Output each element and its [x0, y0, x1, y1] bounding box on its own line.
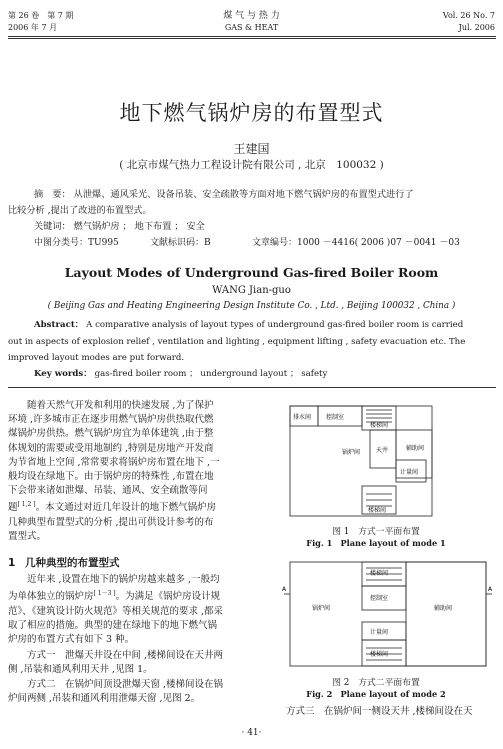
- keywords-en-values: gas-fired boiler room ； underground layout ； safety: [94, 369, 328, 379]
- mode1-line-2: 侧 ,吊装和通风利用天井 ,见图 1。: [8, 664, 153, 676]
- fig2-label-control: 控制室: [370, 595, 389, 602]
- figure-2-plan: [282, 558, 494, 670]
- fig2-label-stair-top: 楼梯间: [370, 570, 389, 577]
- fig2-label-meter: 计量间: [370, 629, 389, 636]
- mode2-line-2: 炉间两侧 ,吊装和通风利用泄爆天窗 ,见图 2。: [8, 692, 201, 704]
- figure-2-caption-cn: 图 2 方式二平面布置: [332, 678, 420, 688]
- fig2-room-aux: [406, 562, 486, 666]
- affiliation-cn: ( 北京市煤气热力工程设计院有限公司 , 北京 100032 ): [119, 159, 384, 171]
- keywords-cn: 关键词： 燃气锅炉房 ； 地下布置 ； 安全: [34, 221, 205, 232]
- figure-2-caption-en: Fig. 2 Plane layout of mode 2: [306, 689, 446, 699]
- abstract-cn-line1: 从泄爆、通风采光、设备吊装、安全疏散等方面对地下燃气锅炉房的布置型式进行了: [73, 189, 414, 200]
- intro-line-8: 题[ 1,2 ]。本文通过对近几年设计的地下燃气锅炉房: [8, 501, 217, 514]
- intro-line-4: 体规划的需要或受用地制约 ,特别是房地产开发商: [8, 442, 214, 454]
- fig1-label-stair-bottom: 楼梯间: [368, 507, 387, 514]
- figure-1-plan: [280, 402, 450, 520]
- intro-paragraph: [8, 399, 244, 544]
- intro-line-2: 环境 ,许多城市正在逐步用燃气锅炉房供热取代燃: [8, 414, 214, 426]
- intro-line-9: 几种典型布置型式的分析 ,提出可供设计参考的布: [8, 516, 214, 528]
- section-divider: [8, 387, 496, 388]
- s1-line-5: 炉房的布置方式有如下 3 种。: [8, 633, 135, 645]
- fig1-label-meter: 计量间: [400, 469, 419, 476]
- header-volume-en: Vol. 26 No. 7: [442, 11, 495, 20]
- fig2-mark-left: A: [282, 586, 287, 593]
- s1-line-4: 取了相应的措施。典型的建在绿地下的地下燃气锅: [8, 619, 218, 631]
- intro-line-10: 置型式。: [8, 530, 47, 542]
- fig2-label-stair-bottom: 楼梯间: [370, 651, 389, 658]
- affiliation-en: ( Beijing Gas and Heating Engineering Design Institute Co. , Ltd. , Beijing 100032 , China ): [47, 301, 456, 311]
- author-cn: 王建国: [233, 142, 270, 156]
- header-volume-cn: 第 26 卷 第 7 期: [8, 11, 74, 20]
- section-1-paragraph: [8, 573, 244, 706]
- mode3-line-1: 方式三 在锅炉间一侧设天井 ,楼梯间设在天: [286, 706, 473, 717]
- mode2-line-1: 方式二 在锅炉间顶设泄爆天窗 ,楼梯间设在锅: [27, 678, 224, 690]
- abstract-en-line2: out in aspects of explosion relief , ventilation and lighting , equipment lifting , safety evacuation etc. The: [8, 337, 466, 347]
- header-rule-thin: [8, 38, 496, 39]
- header-rule: [8, 36, 496, 37]
- intro-line-5: 为节省地上空间 ,常常要求将锅炉房布置在地下 ,一: [8, 456, 220, 468]
- abstract-cn-line2: 比较分析 ,提出了改进的布置型式。: [8, 205, 152, 216]
- keywords-en: [34, 368, 327, 381]
- fig1-label-shaft: 天井: [376, 447, 389, 454]
- header-date-cn: 2006 年 7 月: [8, 23, 58, 32]
- figure-1-caption-cn: 图 1 方式一平面布置: [332, 527, 420, 537]
- header-journal-en: GAS & HEAT: [224, 23, 279, 32]
- citation-1-3: [ 1－3 ]: [93, 590, 116, 598]
- intro-line-3: 煤锅炉房供热。燃气锅炉房宜为单体建筑 ,由于整: [8, 428, 214, 440]
- abstract-en-line1: A comparative analysis of layout types of underground gas-fired boiler room is carried: [86, 320, 464, 330]
- document-code: 文献标识码：B: [150, 238, 211, 248]
- abstract-cn-label: 摘 要：: [34, 189, 71, 200]
- title-en: Layout Modes of Underground Gas-fired Boiler Room: [64, 265, 439, 280]
- header-date-en: Jul. 2006: [458, 23, 495, 32]
- abstract-cn: [34, 188, 474, 202]
- intro-line-7: 下会带来诸如泄爆、吊装、通风、安全疏散等问: [8, 485, 208, 497]
- abstract-en-line3: improved layout modes are put forward.: [8, 353, 185, 363]
- keywords-en-label: Key words：: [34, 369, 92, 379]
- article-number: 文章编号：1000 －4416( 2006 )07 －0041 －03: [252, 238, 460, 248]
- author-en: WANG Jian-guo: [212, 285, 291, 296]
- fig1-outline: [290, 406, 432, 516]
- section-number: 1: [8, 557, 16, 569]
- fig1-label-drain: 排水间: [293, 414, 312, 421]
- s1-line-3: 范》、《建筑设计防火规范》等相关规范的要求 ,都采: [8, 605, 224, 617]
- header-journal-cn: 煤 气 与 热 力: [223, 11, 280, 21]
- citation-1-2: [ 1,2 ]: [17, 501, 36, 509]
- section-1-heading: [8, 555, 119, 570]
- fig1-label-stair-top: 楼梯间: [370, 422, 389, 429]
- section-title: 几种典型的布置型式: [24, 557, 120, 569]
- s1-line-2: 为单体独立的锅炉房[ 1－3 ]。为满足《锅炉房设计规: [8, 590, 221, 603]
- page-number: · 41·: [241, 728, 262, 738]
- abstract-en-first: [34, 319, 494, 332]
- mode1-line-1: 方式一 泄爆天井设在中间 ,楼梯间设在天井两: [27, 650, 224, 662]
- abstract-en-label: Abstract：: [34, 320, 84, 330]
- fig2-mark-right: A: [488, 586, 493, 593]
- intro-line-6: 般均设在绿地下。由于锅炉房的特殊性 ,布置在地: [8, 471, 214, 483]
- figure-1-caption-en: Fig. 1 Plane layout of mode 1: [306, 538, 446, 548]
- title-cn: 地下燃气锅炉房的布置型式: [119, 101, 384, 125]
- fig1-label-aux: 辅助间: [406, 445, 425, 452]
- s1-line-1: 近年来 ,设置在地下的锅炉房越来越多 ,一般均: [27, 574, 220, 585]
- fig2-label-boiler: 锅炉间: [312, 605, 331, 612]
- fig1-label-boiler: 锅炉间: [342, 449, 361, 456]
- fig2-label-aux: 辅助间: [434, 605, 453, 612]
- classification-number: 中图分类号：TU995: [34, 238, 119, 248]
- intro-line-1: 随着天然气开发和利用的快速发展 ,为了保护: [27, 400, 214, 411]
- fig1-label-control: 控制室: [326, 414, 345, 421]
